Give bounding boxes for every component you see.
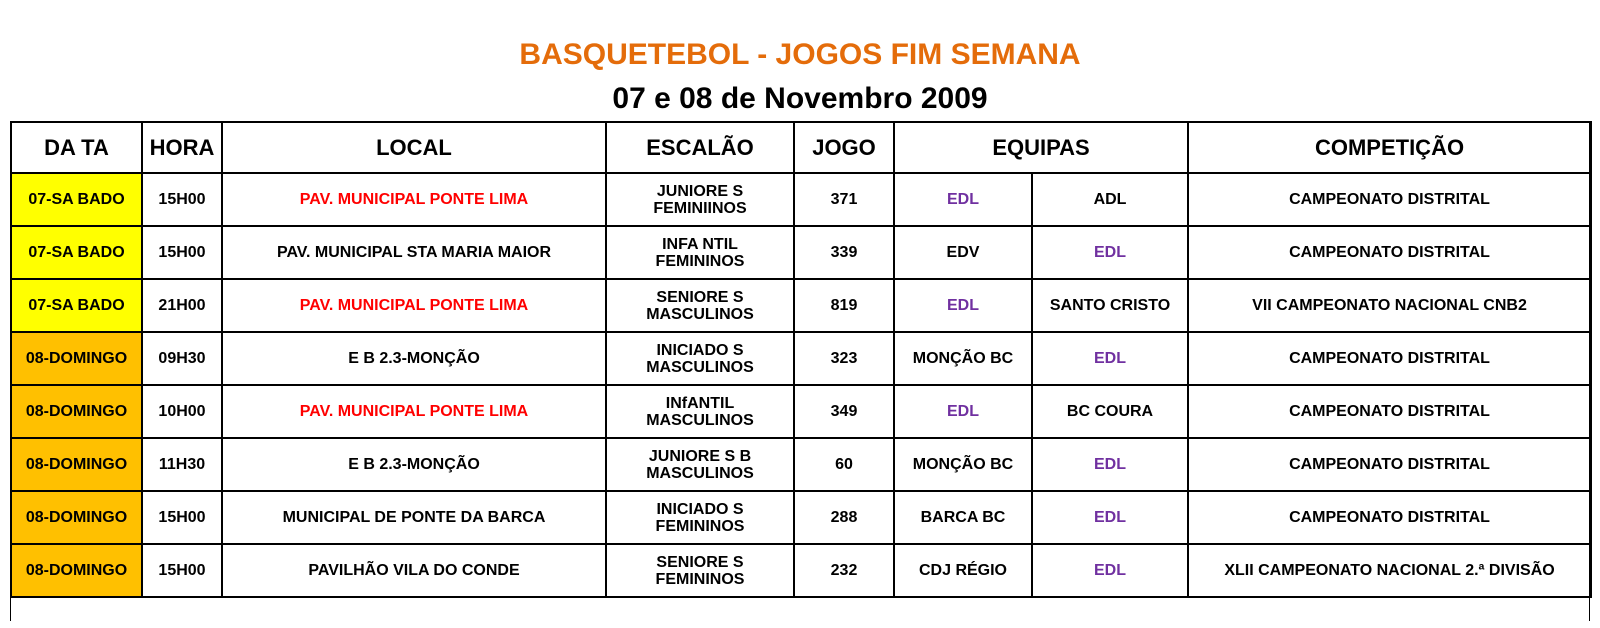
header-jogo: JOGO bbox=[794, 122, 894, 173]
cell-team-2: SANTO CRISTO bbox=[1032, 279, 1188, 332]
cell-competicao: CAMPEONATO DISTRITAL bbox=[1188, 332, 1591, 385]
table-row bbox=[11, 491, 1591, 544]
cell-team-2: EDL bbox=[1032, 332, 1188, 385]
escalao-line: MASCULINOS bbox=[646, 411, 754, 429]
escalao-line: JUNIORE S B bbox=[648, 447, 752, 465]
escalao-line: INICIADO S bbox=[656, 341, 744, 359]
page-title: BASQUETEBOL - JOGOS FIM SEMANA bbox=[519, 38, 1081, 71]
cell-escalao bbox=[606, 226, 794, 279]
cell-team-2: EDL bbox=[1032, 226, 1188, 279]
cell-team-1: MONÇÃO BC bbox=[894, 438, 1032, 491]
cell-local: E B 2.3-MONÇÃO bbox=[222, 332, 606, 385]
cell-jogo: 349 bbox=[794, 385, 894, 438]
cell-escalao bbox=[606, 544, 794, 597]
cell-team-1: CDJ RÉGIO bbox=[894, 544, 1032, 597]
cell-team-1: EDL bbox=[894, 385, 1032, 438]
cell-local: PAVILHÃO VILA DO CONDE bbox=[222, 544, 606, 597]
cell-team-2: BC COURA bbox=[1032, 385, 1188, 438]
cell-competicao: XLII CAMPEONATO NACIONAL 2.ª DIVISÃO bbox=[1188, 544, 1591, 597]
escalao-line: MASCULINOS bbox=[646, 305, 754, 323]
cell-jogo: 323 bbox=[794, 332, 894, 385]
cell-escalao bbox=[606, 332, 794, 385]
escalao-line: INICIADO S bbox=[656, 500, 744, 518]
cell-team-1: MONÇÃO BC bbox=[894, 332, 1032, 385]
cell-escalao bbox=[606, 173, 794, 226]
escalao-line: FEMININOS bbox=[655, 570, 745, 588]
table-row bbox=[11, 226, 1591, 279]
escalao-line: FEMININOS bbox=[655, 517, 745, 535]
cell-hora: 15H00 bbox=[142, 173, 222, 226]
escalao-line: MASCULINOS bbox=[646, 358, 754, 376]
table-row bbox=[11, 173, 1591, 226]
escalao-line: FEMINIINOS bbox=[653, 199, 747, 217]
escalao-line: FEMININOS bbox=[655, 252, 745, 270]
cell-jogo: 371 bbox=[794, 173, 894, 226]
cell-jogo: 339 bbox=[794, 226, 894, 279]
cell-data: 08-DOMINGO bbox=[11, 491, 142, 544]
cell-local: PAV. MUNICIPAL PONTE LIMA bbox=[222, 173, 606, 226]
escalao-line: SENIORE S bbox=[656, 288, 744, 306]
cell-local: PAV. MUNICIPAL PONTE LIMA bbox=[222, 385, 606, 438]
escalao-line: MASCULINOS bbox=[646, 464, 754, 482]
cell-hora: 10H00 bbox=[142, 385, 222, 438]
cell-local: PAV. MUNICIPAL PONTE LIMA bbox=[222, 279, 606, 332]
table-row bbox=[11, 385, 1591, 438]
table-row bbox=[11, 279, 1591, 332]
header-data: DA TA bbox=[11, 122, 142, 173]
header-equipas: EQUIPAS bbox=[894, 122, 1188, 173]
cell-jogo: 819 bbox=[794, 279, 894, 332]
cell-data: 08-DOMINGO bbox=[11, 438, 142, 491]
header-hora: HORA bbox=[142, 122, 222, 173]
cell-jogo: 288 bbox=[794, 491, 894, 544]
cell-team-2: EDL bbox=[1032, 491, 1188, 544]
cell-escalao bbox=[606, 491, 794, 544]
cell-competicao: CAMPEONATO DISTRITAL bbox=[1188, 438, 1591, 491]
cell-team-2: ADL bbox=[1032, 173, 1188, 226]
schedule-table bbox=[10, 121, 1592, 598]
table-row bbox=[11, 332, 1591, 385]
cell-hora: 21H00 bbox=[142, 279, 222, 332]
cell-jogo: 232 bbox=[794, 544, 894, 597]
header-row bbox=[11, 122, 1591, 173]
cell-team-1: EDL bbox=[894, 279, 1032, 332]
cell-team-1: BARCA BC bbox=[894, 491, 1032, 544]
cell-local: MUNICIPAL DE PONTE DA BARCA bbox=[222, 491, 606, 544]
cell-jogo: 60 bbox=[794, 438, 894, 491]
cell-escalao bbox=[606, 438, 794, 491]
table-row bbox=[11, 544, 1591, 597]
cell-competicao: CAMPEONATO DISTRITAL bbox=[1188, 173, 1591, 226]
header-competicao: COMPETIÇÃO bbox=[1188, 122, 1591, 173]
header-local: LOCAL bbox=[222, 122, 606, 173]
cell-competicao: CAMPEONATO DISTRITAL bbox=[1188, 385, 1591, 438]
cell-data: 08-DOMINGO bbox=[11, 385, 142, 438]
escalao-line: INfANTIL bbox=[665, 394, 735, 412]
cell-competicao: CAMPEONATO DISTRITAL bbox=[1188, 226, 1591, 279]
cell-team-1: EDL bbox=[894, 173, 1032, 226]
cell-competicao: VII CAMPEONATO NACIONAL CNB2 bbox=[1188, 279, 1591, 332]
cell-data: 07-SA BADO bbox=[11, 173, 142, 226]
escalao-line: INFA NTIL bbox=[662, 235, 738, 253]
cell-data: 07-SA BADO bbox=[11, 226, 142, 279]
cell-team-1: EDV bbox=[894, 226, 1032, 279]
cell-data: 07-SA BADO bbox=[11, 279, 142, 332]
escalao-line: SENIORE S bbox=[656, 553, 744, 571]
escalao-line: JUNIORE S bbox=[656, 182, 744, 200]
cell-escalao bbox=[606, 385, 794, 438]
cell-data: 08-DOMINGO bbox=[11, 332, 142, 385]
header-escalao: ESCALÃO bbox=[606, 122, 794, 173]
cell-hora: 15H00 bbox=[142, 226, 222, 279]
table-row bbox=[11, 438, 1591, 491]
page-subtitle: 07 e 08 de Novembro 2009 bbox=[612, 82, 988, 115]
cell-data: 08-DOMINGO bbox=[11, 544, 142, 597]
cell-team-2: EDL bbox=[1032, 438, 1188, 491]
schedule-body bbox=[11, 173, 1591, 597]
cell-team-2: EDL bbox=[1032, 544, 1188, 597]
cell-local: PAV. MUNICIPAL STA MARIA MAIOR bbox=[222, 226, 606, 279]
cell-hora: 11H30 bbox=[142, 438, 222, 491]
cell-local: E B 2.3-MONÇÃO bbox=[222, 438, 606, 491]
cell-hora: 09H30 bbox=[142, 332, 222, 385]
cell-hora: 15H00 bbox=[142, 544, 222, 597]
cell-escalao bbox=[606, 279, 794, 332]
cell-hora: 15H00 bbox=[142, 491, 222, 544]
cell-competicao: CAMPEONATO DISTRITAL bbox=[1188, 491, 1591, 544]
